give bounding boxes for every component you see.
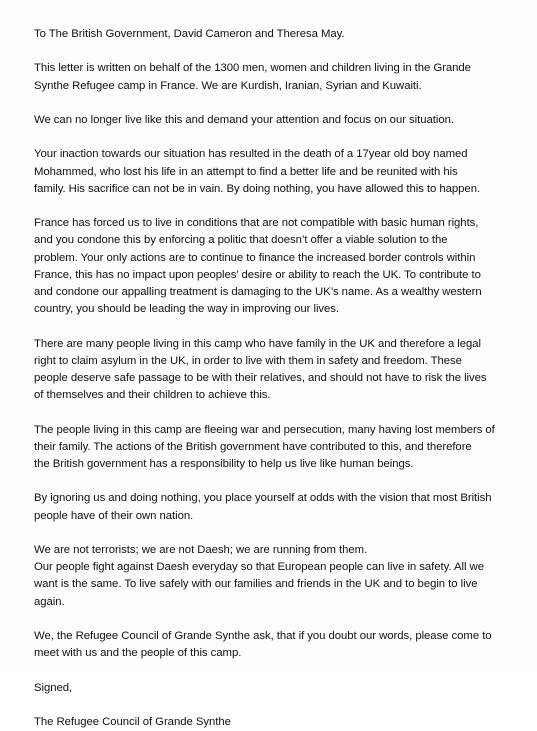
paragraph-inaction [34,146,534,198]
paragraph-line: their family. The actions of the British government have contributed to this, and therefore [34,440,472,453]
signature-line: The Refugee Council of Grande Synthe [34,715,231,728]
paragraph-line: the British government has a responsibility to help us live like human beings. [34,457,414,470]
paragraph-line: want is the same. To live safely with our families and friends in the UK and to begin to live [34,578,478,591]
paragraph-line: and condone our appalling treatment is damaging to the UK’s name. As a wealthy western [34,285,482,298]
paragraph-family-uk [34,336,534,405]
paragraph-line: right to claim asylum in the UK, in order to live with them in safety and freedom. These [34,354,462,367]
paragraph-line: family. His sacrifice can not be in vain. By doing nothing, you have allowed this to happen. [34,182,481,195]
paragraph-ignoring [34,490,534,524]
paragraph-line: country, you should be leading the way in improving our lives. [34,303,340,316]
paragraph-line: France has forced us to live in conditions that are not compatible with basic human rights, [34,217,479,230]
paragraph-line: We are not terrorists; we are not Daesh; we are running from them. [34,543,368,556]
paragraph-intro [34,60,534,94]
paragraph-line: We, the Refugee Council of Grande Synthe ask, that if you doubt our words, please come to [34,629,492,642]
paragraph-line: Your inaction towards our situation has resulted in the death of a 17year old boy named [34,148,468,161]
paragraph-line: meet with us and the people of this camp. [34,647,242,660]
paragraph-request [34,628,534,662]
signoff [34,680,534,697]
paragraph-line: Our people fight against Daesh everyday so that European people can live in safety. All we [34,561,484,574]
paragraph-france [34,215,534,318]
paragraph-line: problem. Your only actions are to continue to finance the increased border controls within [34,251,476,264]
salutation [34,26,534,43]
signature [34,714,534,731]
paragraph-line: again. [34,595,65,608]
paragraph-line: Synthe Refugee camp in France. We are Kurdish, Iranian, Syrian and Kuwaiti. [34,79,422,92]
paragraph-line: There are many people living in this camp who have family in the UK and therefore a legal [34,337,482,350]
paragraph-line: Mohammed, who lost his life in an attempt to find a better life and be reunited with his [34,165,458,178]
signoff-line: Signed, [34,681,73,694]
salutation-line: To The British Government, David Cameron and Theresa May. [34,28,345,40]
paragraph-line: The people living in this camp are fleeing war and persecution, many having lost members of [34,423,495,436]
letter-body [34,26,534,731]
paragraph-line: of themselves and their children to achieve this. [34,389,271,402]
paragraph-not-terrorists [34,542,534,611]
paragraph-line: people deserve safe passage to be with their relatives, and should not have to risk the lives [34,371,487,384]
paragraph-demand [34,112,534,129]
paragraph-line: people have of their own nation. [34,509,194,522]
paragraph-fleeing-war [34,422,534,474]
paragraph-line: By ignoring us and doing nothing, you place yourself at odds with the vision that most British [34,492,492,505]
paragraph-line: and you condone this by enforcing a politic that doesn’t offer a viable solution to the [34,234,448,247]
paragraph-line: France, this has no impact upon peoples’ desire or ability to reach the UK. To contribute to [34,268,481,281]
paragraph-line: This letter is written on behalf of the 1300 men, women and children living in the Grande [34,62,471,75]
paragraph-line: We can no longer live like this and demand your attention and focus on our situation. [34,113,454,126]
